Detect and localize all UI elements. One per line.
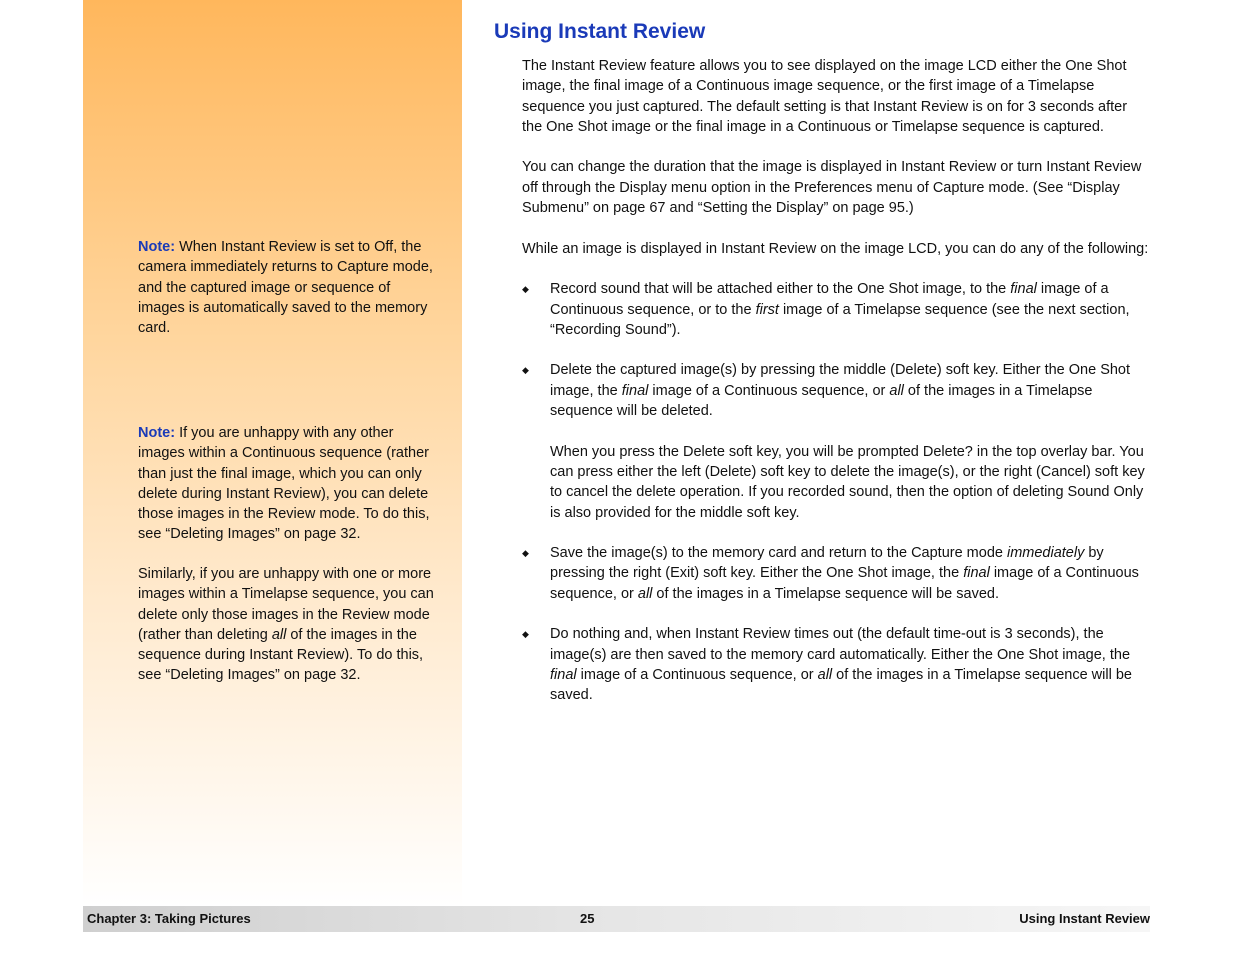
list-text: of the images in a Timelapse sequence will be deleted. [550, 382, 1093, 420]
list-text: Delete the captured image(s) by pressing the middle (Delete) soft key. Either the One Shot image, the [550, 362, 1131, 399]
options-intro: While an image is displayed in Instant Review on the image LCD, you can do any of the following: [522, 240, 1149, 257]
list-text: Record sound that will be attached either to the One Shot image, to the [550, 281, 1011, 298]
note-text: When Instant Review is set to Off, the camera immediately returns to Capture mode, and the captured image or sequence of images is automatically saved to the memory card. [138, 239, 433, 337]
list-emphasis: all [817, 666, 833, 683]
list-text: of the images in a Timelapse sequence will be saved. [652, 585, 999, 602]
diamond-bullet-icon: ◆ [522, 629, 529, 640]
spacer [550, 421, 1150, 441]
diamond-bullet-icon: ◆ [522, 548, 529, 559]
list-text: image of a Continuous sequence, or to the [550, 281, 1109, 318]
list-item-delete [522, 360, 1150, 522]
list-item-save [522, 543, 1150, 604]
list-text: of the images in a Timelapse sequence will be saved. [550, 666, 1132, 704]
list-text: image of a Continuous sequence, or [550, 565, 1139, 602]
list-emphasis: all [637, 585, 653, 602]
list-emphasis: final [963, 565, 990, 582]
main-content [522, 56, 1150, 726]
list-item-record-sound [522, 279, 1150, 340]
sidebar-note-off [138, 237, 438, 338]
footer-chapter: Chapter 3: Taking Pictures [87, 911, 251, 926]
list-emphasis: final [1010, 281, 1037, 298]
page-title: Using Instant Review [494, 20, 706, 43]
options-list [522, 279, 1150, 705]
footer-section: Using Instant Review [1019, 911, 1150, 926]
list-emphasis: final [550, 666, 577, 683]
list-emphasis: final [621, 382, 649, 399]
delete-prompt-paragraph: When you press the Delete soft key, you will be prompted Delete? in the top overlay bar. You can press either the left (Delete) soft key to delete the image(s), or the right (Cancel) soft key to cancel the delete operation. If you recorded sound, then the option of deleting Sound Only is also provided for the middle soft key. [550, 443, 1145, 521]
page-footer [83, 906, 1150, 932]
list-text: Do nothing and, when Instant Review times out (the default time-out is 3 seconds), the image(s) are then saved to the memory card automatically. Either the One Shot image, the [550, 626, 1131, 663]
list-item-do-nothing [522, 624, 1150, 705]
list-text: image of a Timelapse sequence (see the next section, “Recording Sound”). [550, 301, 1130, 338]
duration-paragraph: You can change the duration that the image is displayed in Instant Review or turn Instant Review off through the Display menu option in the Preferences menu of Capture mode. (See “Display Submenu” on page 67 and “Setting the Display” on page 95.) [522, 159, 1142, 217]
diamond-bullet-icon: ◆ [522, 365, 529, 376]
list-text: by pressing the right (Exit) soft key. Either the One Shot image, the [550, 545, 1104, 582]
list-text: image of a Continuous sequence, or [576, 666, 818, 683]
list-emphasis: first [755, 301, 779, 318]
list-text: image of a Continuous sequence, or [648, 382, 890, 399]
intro-paragraph: The Instant Review feature allows you to see displayed on the image LCD either the One Shot image, the final image of a Continuous image sequence, or the first image of a Timelapse sequence you just captured. The default setting is that Instant Review is on for 3 seconds after the One Shot image or the final image in a Continuous or Timelapse sequence is captured. [522, 58, 1128, 135]
note-emphasis: all [271, 626, 287, 643]
list-emphasis: all [889, 382, 904, 399]
footer-page-number: 25 [580, 911, 595, 926]
diamond-bullet-icon: ◆ [522, 284, 529, 295]
sidebar-note-continuous [138, 423, 438, 545]
note-label: Note: [138, 239, 176, 255]
note-text: of the images in the sequence during Instant Review). To do this, see “Deleting Images” on page 32. [138, 626, 424, 684]
list-emphasis: immediately [1006, 545, 1085, 562]
note-text: If you are unhappy with any other images within a Continuous sequence (rather than just the final image, which you can only delete during Instant Review), you can delete those images in the Review mode. To do this, see “Deleting Images” on page 32. [138, 425, 430, 543]
sidebar-note-timelapse [138, 564, 438, 686]
note-label: Note: [138, 425, 176, 441]
note-text: Similarly, if you are unhappy with one or more images within a Timelapse sequence, you can delete only those images in the Review mode (rather than deleting [138, 566, 434, 643]
list-text: Save the image(s) to the memory card and return to the Capture mode [550, 545, 1007, 562]
